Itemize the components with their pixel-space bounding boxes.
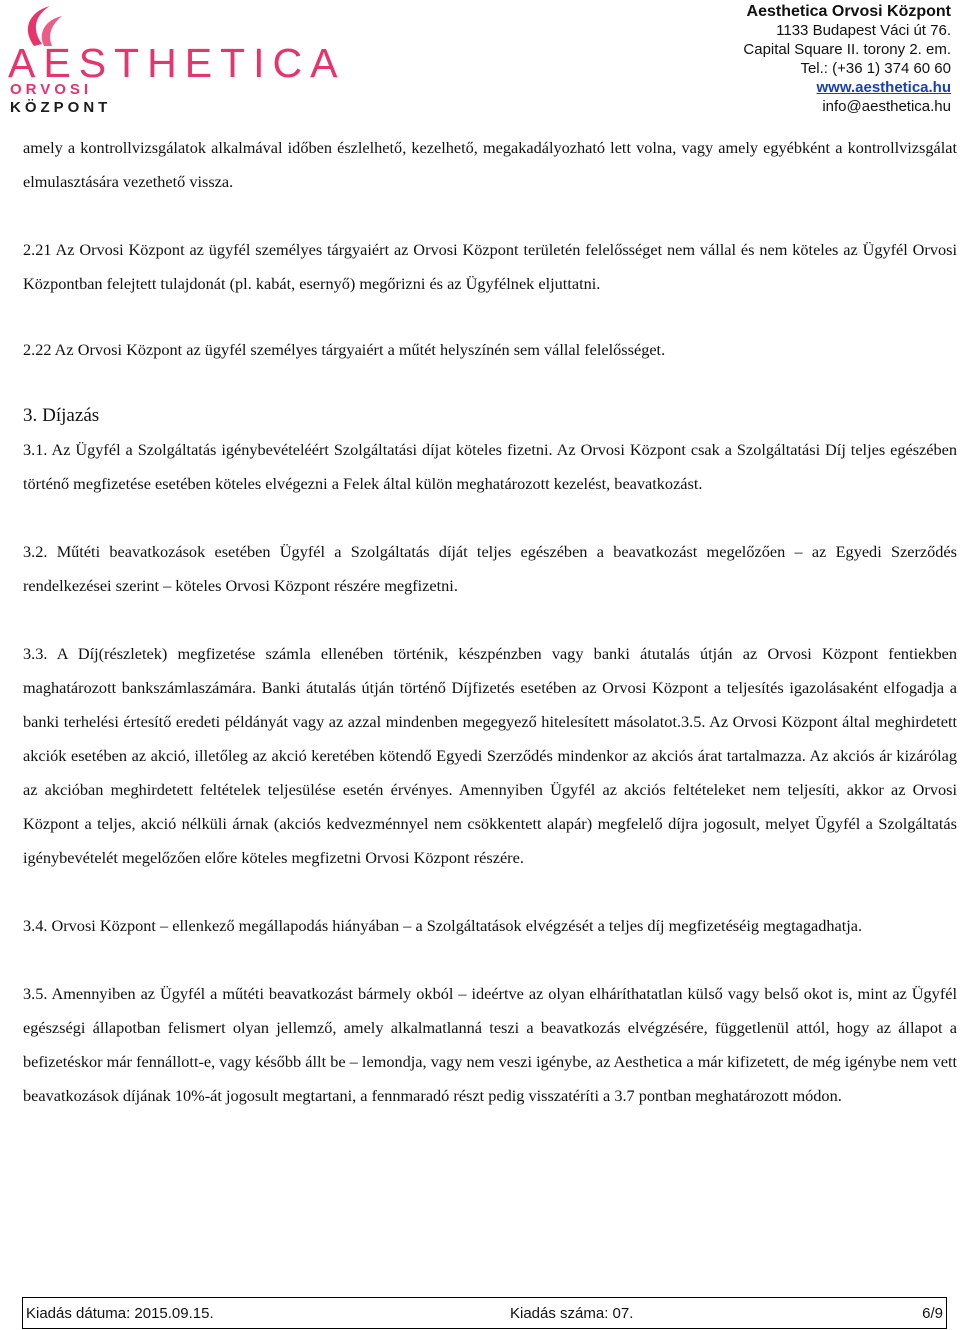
paragraph-3-4: 3.4. Orvosi Központ – ellenkező megállapodás hiányában – a Szolgáltatások elvégzését a teljes díj megfizetéséig megtagadhatja. [23,916,863,935]
org-name: Aesthetica Orvosi Központ [746,3,951,20]
logo-line-orvosi: ORVOSI [10,81,93,98]
document-body [23,131,957,1113]
email-address: info@aesthetica.hu [822,98,951,115]
logo-wordmark: AESTHETICA [8,40,346,86]
paragraph-3-3: 3.3. A Díj(részletek) megfizetése számla ellenében történik, készpénzben vagy banki átutalás útján az Orvosi Központ fentiekben maghatározott bankszámlaszámára. Banki átutalás útján történő Díjfizetés esetében az Orvosi Központ a teljesítés igazolásaként elfogadja a banki terhelési értesítő eredeti példányát vagy az azzal mindenben megegyező hitelesített másolatot.3.5. Az Orvosi Központ által meghirdetett akciók esetében az akció, illetőleg az akció keretében kötendő Egyedi Szerződés mindenkor az akciós árat tartalmazza. Az akciós ár kizárólag az akcióban meghirdetett feltételek teljesülése esetén érvényes. Amennyiben Ügyfél az akciós feltételeket nem teljesíti, akkor az Orvosi Központ a teljes, akció nélküli árnak (akciós kedvezménnyel nem csökkentett alapár) megfelelő díjra jogosult, melyet Ügyfél a Szolgáltatás igénybevételét megelőzően előre köteles megfizetni Orvosi Központ részére. [23,644,957,867]
document-footer [22,1297,947,1329]
building-address: Capital Square II. torony 2. em. [743,41,951,58]
aesthetica-logo [4,0,346,116]
paragraph-3-2: 3.2. Műtéti beavatkozások esetében Ügyfél a Szolgáltatás díját teljes egészében a beavatkozást megelőzően – az Egyedi Szerződés rendelkezései szerint – köteles Orvosi Központ részére megfizetni. [23,542,957,595]
paragraph-2-21: 2.21 Az Orvosi Központ az ügyfél személyes tárgyaiért az Orvosi Központ területén felelősséget nem vállal és nem köteles az Ügyfél Orvosi Központban felejtett tulajdonát (pl. kabát, esernyő) megőrizni és az Ügyfélnek eljuttatni. [23,240,957,293]
page-number: 6/9 [922,1304,943,1322]
issue-date: Kiadás dátuma: 2015.09.15. [26,1304,214,1322]
section-heading-3: 3. Díjazás [23,405,100,426]
phone-number: Tel.: (+36 1) 374 60 60 [800,60,951,77]
paragraph-3-5: 3.5. Amennyiben az Ügyfél a műtéti beavatkozást bármely okból – ideértve az olyan elháríthatatlan külső vagy belső okot is, mint az Ügyfél egészségi állapotban felismert olyan jellemző, amely alkalmatlanná teszi a beavatkozás elvégzésére, függetlenül attól, hogy az állapot a befizetéskor már fennállott-e, vagy később állt be – lemondja, vagy nem veszi igénybe, az Aesthetica a már kifizetett, de még igénybe nem vett beavatkozások díjának 10%-át jogosult megtartani, a fennmaradó részt pedig visszatéríti a 3.7 pontban meghatározott módon. [23,984,957,1105]
website-link[interactable]: www.aesthetica.hu [816,79,951,96]
paragraph-3-1: 3.1. Az Ügyfél a Szolgáltatás igénybevételéért Szolgáltatási díjat köteles fizetni. Az Orvosi Központ csak a Szolgáltatási Díj teljes egészében történő megfizetése esetében köteles elvégezni a Felek által külön meghatározott kezelést, beavatkozást. [23,440,957,493]
logo-line-kozpont: KÖZPONT [10,99,112,116]
issue-number: Kiadás száma: 07. [510,1304,634,1322]
paragraph-continuation: amely a kontrollvizsgálatok alkalmával időben észlelhető, kezelhető, megakadályozható lett volna, vagy amely egyébként a kontrollvizsgálat elmulasztására vezethető vissza. [23,138,957,191]
address-block [743,2,951,116]
street-address: 1133 Budapest Váci út 76. [776,22,951,39]
paragraph-2-22: 2.22 Az Orvosi Központ az ügyfél személyes tárgyaiért a műtét helyszínén sem vállal felelősséget. [23,340,666,359]
